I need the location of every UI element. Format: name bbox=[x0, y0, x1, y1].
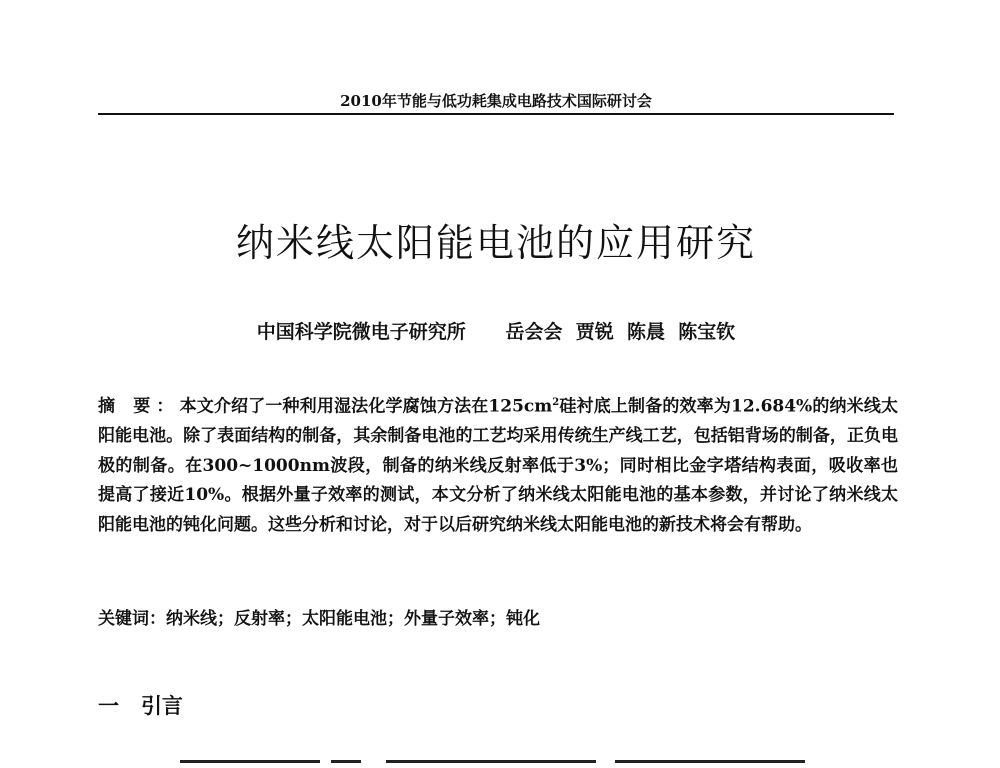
abstract-superscript: 2 bbox=[552, 397, 560, 408]
cut-off-text-line bbox=[180, 748, 900, 768]
keywords bbox=[98, 604, 898, 629]
abstract bbox=[98, 388, 898, 540]
abstract-text-part1: 本文介绍了一种利用湿法化学腐蚀方法在125cm bbox=[179, 396, 553, 417]
section-heading bbox=[98, 690, 183, 720]
affiliation: 中国科学院微电子研究所 bbox=[256, 321, 466, 343]
author-line bbox=[98, 317, 894, 344]
abstract-label: 摘 要： bbox=[98, 396, 180, 417]
keywords-list: 纳米线；反射率；太阳能电池；外量子效率；钝化 bbox=[166, 609, 540, 629]
author-names: 岳会会 贾锐 陈晨 陈宝钦 bbox=[505, 321, 736, 343]
section-number: 一 bbox=[98, 694, 119, 718]
paper-title: 纳米线太阳能电池的应用研究 bbox=[235, 221, 756, 265]
keywords-label: 关键词： bbox=[98, 609, 166, 629]
section-title: 引言 bbox=[140, 694, 183, 718]
running-header: 2010年节能与低功耗集成电路技术国际研讨会 bbox=[340, 92, 652, 110]
abstract-text-part2: 硅衬底上制备的效率为12.684%的纳米线太阳能电池。除了表面结构的制备，其余制备电池的工艺均采用传统生产线工艺，包括铝背场的制备，正负电极的制备。在300~1000nm波段，制备的纳米线反射率低于3%；同时相比金字塔结构表面，吸收率也提高了接近10%。根据外量子效率的测试，本文分析了纳米线太阳能电池的基本参数，并讨论了纳米线太阳能电池的钝化问题。这些分析和讨论，对于以后研究纳米线太阳能电池的新技术将会有帮助。 bbox=[98, 396, 899, 535]
header-rule bbox=[98, 113, 894, 115]
